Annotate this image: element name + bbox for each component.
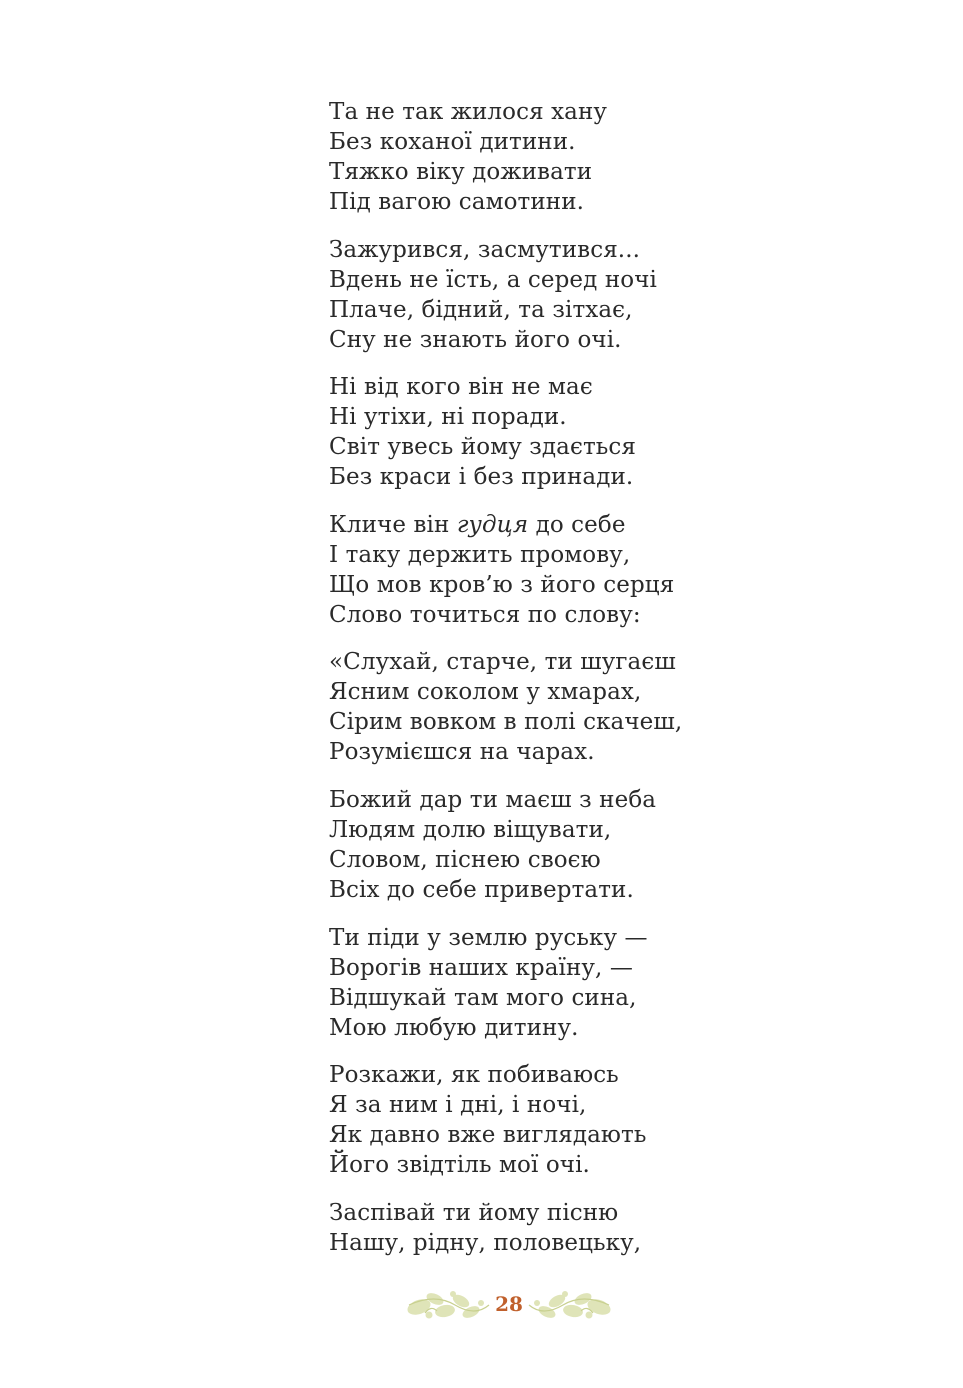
stanza (329, 647, 849, 767)
poem-line: Ні від кого він не має (329, 374, 593, 401)
poem-line: І таку держить промову, (329, 541, 631, 568)
poem-line: Плаче, бідний, та зітхає, (329, 296, 633, 323)
poem-line: Сірим вовком в полі скачеш, (329, 709, 683, 736)
stanza (329, 1060, 849, 1180)
poem-line: Тяжко віку доживати (329, 159, 593, 185)
stanza (329, 923, 849, 1043)
poem-line: Слово точиться по слову: (329, 601, 641, 628)
poem-line: Ні утіхи, ні поради. (329, 404, 567, 431)
poem-line (329, 510, 849, 540)
poem-line: Людям долю віщувати, (329, 816, 612, 843)
poem-line: Без коханої дитини. (329, 129, 576, 155)
poem-line: Як давно вже виглядають (329, 1122, 647, 1149)
poem-line: «Слухай, старче, ти шугаєш (329, 649, 676, 676)
line-text: Кличе він (329, 511, 457, 538)
page-number: 28 (495, 1292, 523, 1316)
poem-line: Божий дар ти маєш з неба (329, 786, 657, 813)
page-footer (405, 1285, 613, 1325)
poem-line: Під вагою самотини. (329, 189, 585, 215)
poem-line: Та не так жилося хану (329, 99, 608, 125)
poem-line: Заспівай ти йому пісню (329, 1199, 619, 1226)
italic-word: гудця (456, 511, 529, 538)
poem-text (329, 97, 849, 1275)
poem-line: Розкажи, як побиваюсь (329, 1062, 619, 1089)
poem-line: Ти піди у землю руську — (329, 924, 648, 951)
poem-line: Світ увесь йому здається (329, 434, 636, 461)
poem-line: Розумієшся на чарах. (329, 739, 595, 766)
poem-line: Без краси і без принади. (329, 464, 634, 491)
stanza (329, 372, 849, 492)
poem-line: Що мов кров’ю з його серця (329, 571, 675, 598)
poem-line: Відшукай там мого сина, (329, 984, 637, 1011)
stanza (329, 510, 849, 630)
poem-line: Я за ним і дні, і ночі, (329, 1092, 587, 1119)
stanza (329, 785, 849, 905)
poem-line: Ворогів наших країну, — (329, 954, 633, 981)
stanza (329, 97, 849, 217)
poem-line: Словом, піснею своєю (329, 846, 601, 873)
line-text: до себе (528, 511, 626, 538)
poem-line: Мою любую дитину. (329, 1014, 579, 1041)
poem-line: Сну не знають його очі. (329, 326, 622, 353)
stanza (329, 1198, 849, 1258)
poem-line: Всіх до себе привертати. (329, 876, 634, 903)
poem-line: Нашу, рідну, половецьку, (329, 1229, 642, 1256)
stanza (329, 235, 849, 355)
poem-line: Зажурився, засмутився... (329, 236, 641, 263)
poem-line: Вдень не їсть, а серед ночі (329, 266, 657, 293)
poem-line: Його звідтіль мої очі. (329, 1152, 590, 1179)
poem-line: Ясним соколом у хмарах, (329, 679, 642, 706)
